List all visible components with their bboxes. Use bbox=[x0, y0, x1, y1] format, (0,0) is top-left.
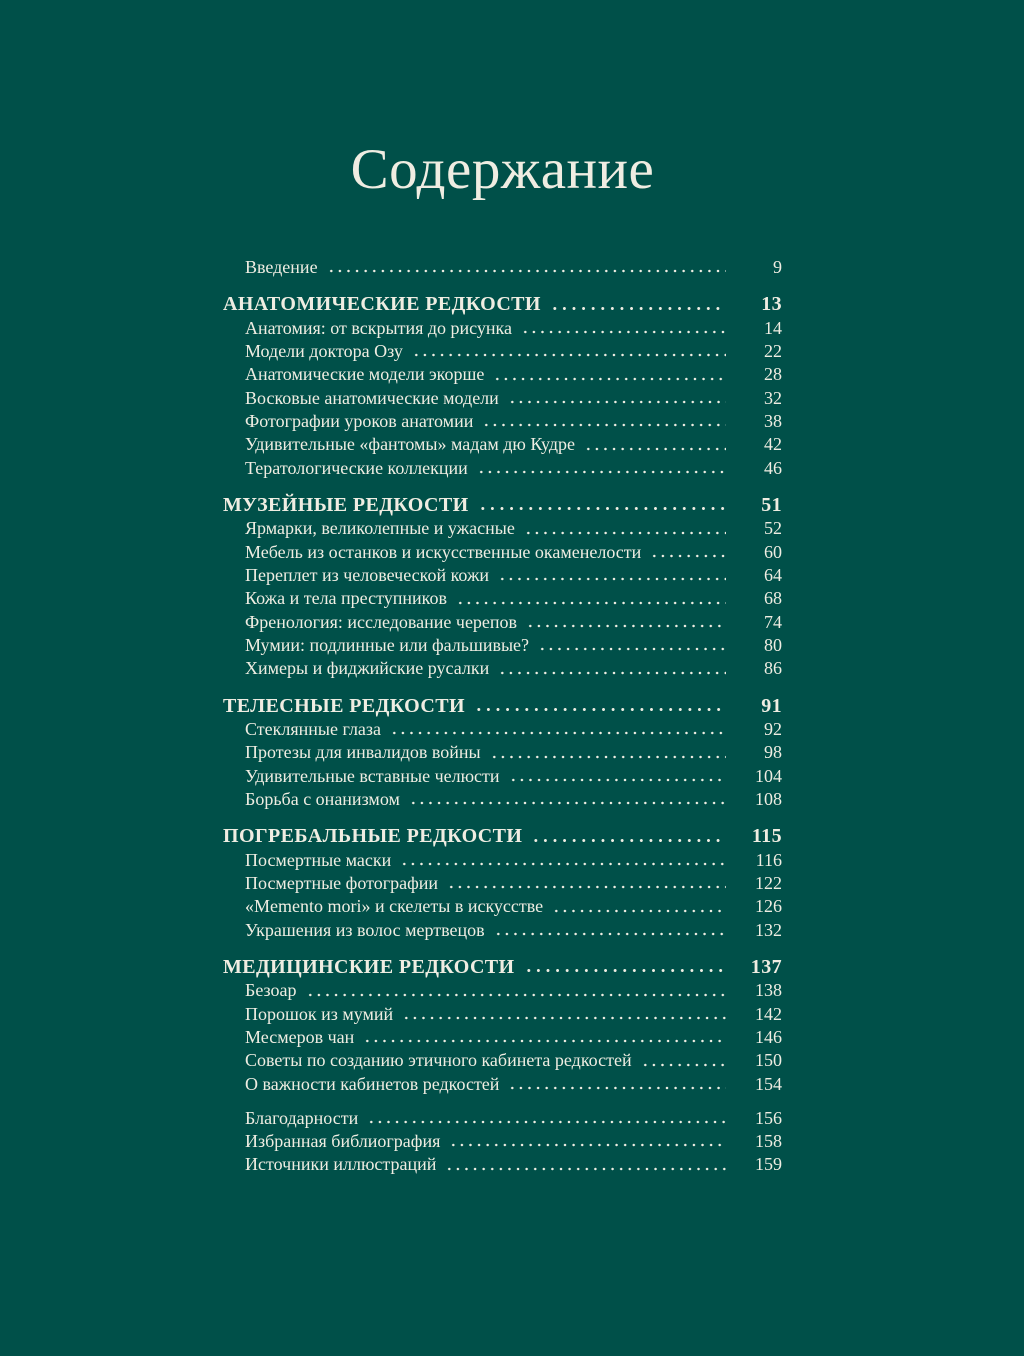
leader-dots bbox=[477, 457, 726, 480]
toc-entry bbox=[223, 587, 782, 610]
toc-entry-label: Протезы для инвалидов войны bbox=[245, 742, 481, 763]
table-of-contents bbox=[223, 256, 782, 1177]
toc-entry-label: Благодарности bbox=[245, 1107, 359, 1128]
leader-dots bbox=[412, 340, 726, 363]
leader-dots bbox=[650, 541, 726, 564]
toc-entry-page: 104 bbox=[755, 765, 782, 786]
toc-entry bbox=[223, 517, 782, 540]
toc-entry-page: 13 bbox=[761, 293, 782, 316]
toc-entry bbox=[223, 718, 782, 741]
leader-dots bbox=[327, 256, 726, 279]
toc-entry-page: 126 bbox=[755, 896, 782, 917]
toc-entry-page: 92 bbox=[764, 718, 782, 739]
leader-dots bbox=[524, 517, 726, 540]
toc-entry-page: 138 bbox=[755, 980, 782, 1001]
toc-entry-page: 154 bbox=[755, 1073, 782, 1094]
toc-entry-label: Советы по созданию этичного кабинета редкостей bbox=[245, 1050, 632, 1071]
toc-entry-label: Химеры и фиджийские русалки bbox=[245, 658, 490, 679]
leader-dots bbox=[474, 695, 726, 718]
toc-entry bbox=[223, 919, 782, 942]
toc-entry-page: 64 bbox=[764, 564, 782, 585]
toc-entry bbox=[223, 872, 782, 895]
toc-entry-label: О важности кабинетов редкостей bbox=[245, 1073, 500, 1094]
toc-entry-label: Удивительные «фантомы» мадам дю Кудре bbox=[245, 434, 576, 455]
toc-section-header bbox=[223, 494, 782, 517]
toc-entry-page: 42 bbox=[764, 434, 782, 455]
toc-entry-label: Переплет из человеческой кожи bbox=[245, 564, 490, 585]
leader-dots bbox=[498, 657, 726, 680]
toc-entry-page: 38 bbox=[764, 410, 782, 431]
toc-entry bbox=[223, 340, 782, 363]
toc-entry bbox=[223, 895, 782, 918]
leader-dots bbox=[538, 634, 726, 657]
leader-dots bbox=[641, 1049, 726, 1072]
toc-entry-label: Тератологические коллекции bbox=[245, 457, 468, 478]
toc-entry-page: 116 bbox=[755, 849, 782, 870]
toc-entry-label: Модели доктора Озу bbox=[245, 340, 403, 361]
toc-entry-page: 68 bbox=[764, 588, 782, 609]
leader-dots bbox=[508, 387, 726, 410]
leader-dots bbox=[402, 1003, 726, 1026]
toc-entry-label: Введение bbox=[245, 257, 318, 277]
toc-entry bbox=[223, 457, 782, 480]
toc-entry-label: МУЗЕЙНЫЕ РЕДКОСТИ bbox=[223, 493, 469, 516]
leader-dots bbox=[478, 494, 726, 517]
toc-entry-page: 86 bbox=[764, 658, 782, 679]
toc-section-header bbox=[223, 825, 782, 848]
leader-dots bbox=[526, 611, 726, 634]
toc-entry-page: 132 bbox=[755, 919, 782, 940]
toc-section-header bbox=[223, 695, 782, 718]
toc-entry-page: 158 bbox=[755, 1131, 782, 1152]
leader-dots bbox=[498, 564, 726, 587]
toc-entry-page: 74 bbox=[764, 611, 782, 632]
leader-dots bbox=[445, 1153, 726, 1176]
leader-dots bbox=[447, 872, 726, 895]
toc-entry-page: 98 bbox=[764, 742, 782, 763]
toc-entry-label: Безоар bbox=[245, 980, 297, 1001]
toc-entry-page: 80 bbox=[764, 634, 782, 655]
toc-entry-page: 52 bbox=[764, 518, 782, 539]
toc-entry-label: Украшения из волос мертвецов bbox=[245, 919, 485, 940]
toc-entry bbox=[223, 1130, 782, 1153]
leader-dots bbox=[584, 433, 726, 456]
toc-entry-label: Порошок из мумий bbox=[245, 1003, 394, 1024]
leader-dots bbox=[493, 363, 726, 386]
leader-dots bbox=[482, 410, 726, 433]
toc-entry bbox=[223, 1049, 782, 1072]
toc-entry-label: Кожа и тела преступников bbox=[245, 588, 447, 609]
leader-dots bbox=[449, 1130, 726, 1153]
toc-entry-page: 51 bbox=[761, 493, 782, 516]
toc-entry-label: АНАТОМИЧЕСКИЕ РЕДКОСТИ bbox=[223, 293, 541, 316]
leader-dots bbox=[550, 293, 726, 316]
toc-entry-page: 9 bbox=[773, 257, 782, 277]
leader-dots bbox=[390, 718, 726, 741]
toc-entry-label: Борьба с онанизмом bbox=[245, 788, 400, 809]
toc-entry bbox=[223, 1153, 782, 1176]
toc-entry bbox=[223, 765, 782, 788]
toc-entry-label: Посмертные маски bbox=[245, 849, 392, 870]
leader-dots bbox=[508, 1073, 726, 1096]
leader-dots bbox=[531, 825, 726, 848]
leader-dots bbox=[521, 317, 726, 340]
toc-entry-label: Фотографии уроков анатомии bbox=[245, 410, 474, 431]
toc-entry-label: ТЕЛЕСНЫЕ РЕДКОСТИ bbox=[223, 694, 465, 717]
toc-entry-label: МЕДИЦИНСКИЕ РЕДКОСТИ bbox=[223, 955, 515, 978]
toc-entry bbox=[223, 741, 782, 764]
toc-entry-page: 60 bbox=[764, 541, 782, 562]
toc-entry-page: 28 bbox=[764, 364, 782, 385]
toc-entry-label: Мумии: подлинные или фальшивые? bbox=[245, 634, 530, 655]
toc-entry-label: Источники иллюстраций bbox=[245, 1154, 437, 1175]
toc-entry-label: Восковые анатомические модели bbox=[245, 387, 499, 408]
toc-entry-page: 91 bbox=[761, 694, 782, 717]
leader-dots bbox=[363, 1026, 726, 1049]
toc-entry-page: 115 bbox=[751, 825, 782, 848]
toc-entry-page: 32 bbox=[764, 387, 782, 408]
toc-tail-block bbox=[223, 1107, 782, 1177]
leader-dots bbox=[494, 919, 726, 942]
toc-entry bbox=[223, 387, 782, 410]
leader-dots bbox=[456, 587, 726, 610]
toc-entry bbox=[223, 849, 782, 872]
toc-entry bbox=[223, 1026, 782, 1049]
toc-entry-label: Удивительные вставные челюсти bbox=[245, 765, 500, 786]
page-title: Содержание bbox=[350, 138, 655, 201]
toc-entry-page: 137 bbox=[750, 955, 782, 978]
toc-entry-page: 150 bbox=[755, 1050, 782, 1071]
leader-dots bbox=[490, 741, 726, 764]
toc-entry-label: Посмертные фотографии bbox=[245, 872, 439, 893]
toc-entry bbox=[223, 410, 782, 433]
toc-entry bbox=[223, 433, 782, 456]
toc-entry-label: Мебель из останков и искусственные окаменелости bbox=[245, 541, 642, 562]
toc-entry-label: Стеклянные глаза bbox=[245, 718, 382, 739]
toc-entry-page: 108 bbox=[755, 788, 782, 809]
toc-entry-label: ПОГРЕБАЛЬНЫЕ РЕДКОСТИ bbox=[223, 825, 523, 848]
toc-entry bbox=[223, 657, 782, 680]
leader-dots bbox=[509, 765, 726, 788]
leader-dots bbox=[400, 849, 726, 872]
toc-entry-label: Френология: исследование черепов bbox=[245, 611, 518, 632]
toc-entry-page: 46 bbox=[764, 457, 782, 478]
toc-entry-page: 22 bbox=[764, 340, 782, 361]
toc-entry bbox=[223, 317, 782, 340]
toc-entry-page: 146 bbox=[755, 1026, 782, 1047]
toc-entry bbox=[223, 1003, 782, 1026]
toc-entry bbox=[223, 363, 782, 386]
toc-section-header bbox=[223, 956, 782, 979]
toc-entry-label: «Memento mori» и скелеты в искусстве bbox=[245, 896, 544, 917]
toc-entry-page: 159 bbox=[755, 1154, 782, 1175]
leader-dots bbox=[367, 1107, 726, 1130]
leader-dots bbox=[524, 956, 726, 979]
toc-entry-label: Месмеров чан bbox=[245, 1026, 355, 1047]
toc-entry-page: 14 bbox=[764, 317, 782, 338]
toc-intro-entry bbox=[223, 256, 782, 279]
toc-entry-page: 142 bbox=[755, 1003, 782, 1024]
toc-entry-page: 156 bbox=[755, 1107, 782, 1128]
toc-entry bbox=[223, 541, 782, 564]
leader-dots bbox=[409, 788, 726, 811]
leader-dots bbox=[552, 895, 726, 918]
page-title-wrap bbox=[223, 140, 782, 200]
toc-entry bbox=[223, 979, 782, 1002]
toc-entry-page: 122 bbox=[755, 872, 782, 893]
toc-section-header bbox=[223, 293, 782, 316]
leader-dots bbox=[306, 979, 726, 1002]
toc-entry bbox=[223, 788, 782, 811]
toc-entry-label: Анатомия: от вскрытия до рисунка bbox=[245, 317, 513, 338]
toc-entry bbox=[223, 611, 782, 634]
toc-entry-label: Избранная библиография bbox=[245, 1131, 441, 1152]
toc-entry bbox=[223, 634, 782, 657]
toc-entry bbox=[223, 564, 782, 587]
toc-entry-label: Ярмарки, великолепные и ужасные bbox=[245, 518, 515, 539]
toc-entry-label: Анатомические модели экорше bbox=[245, 364, 485, 385]
toc-entry bbox=[223, 1073, 782, 1096]
toc-entry bbox=[223, 1107, 782, 1130]
